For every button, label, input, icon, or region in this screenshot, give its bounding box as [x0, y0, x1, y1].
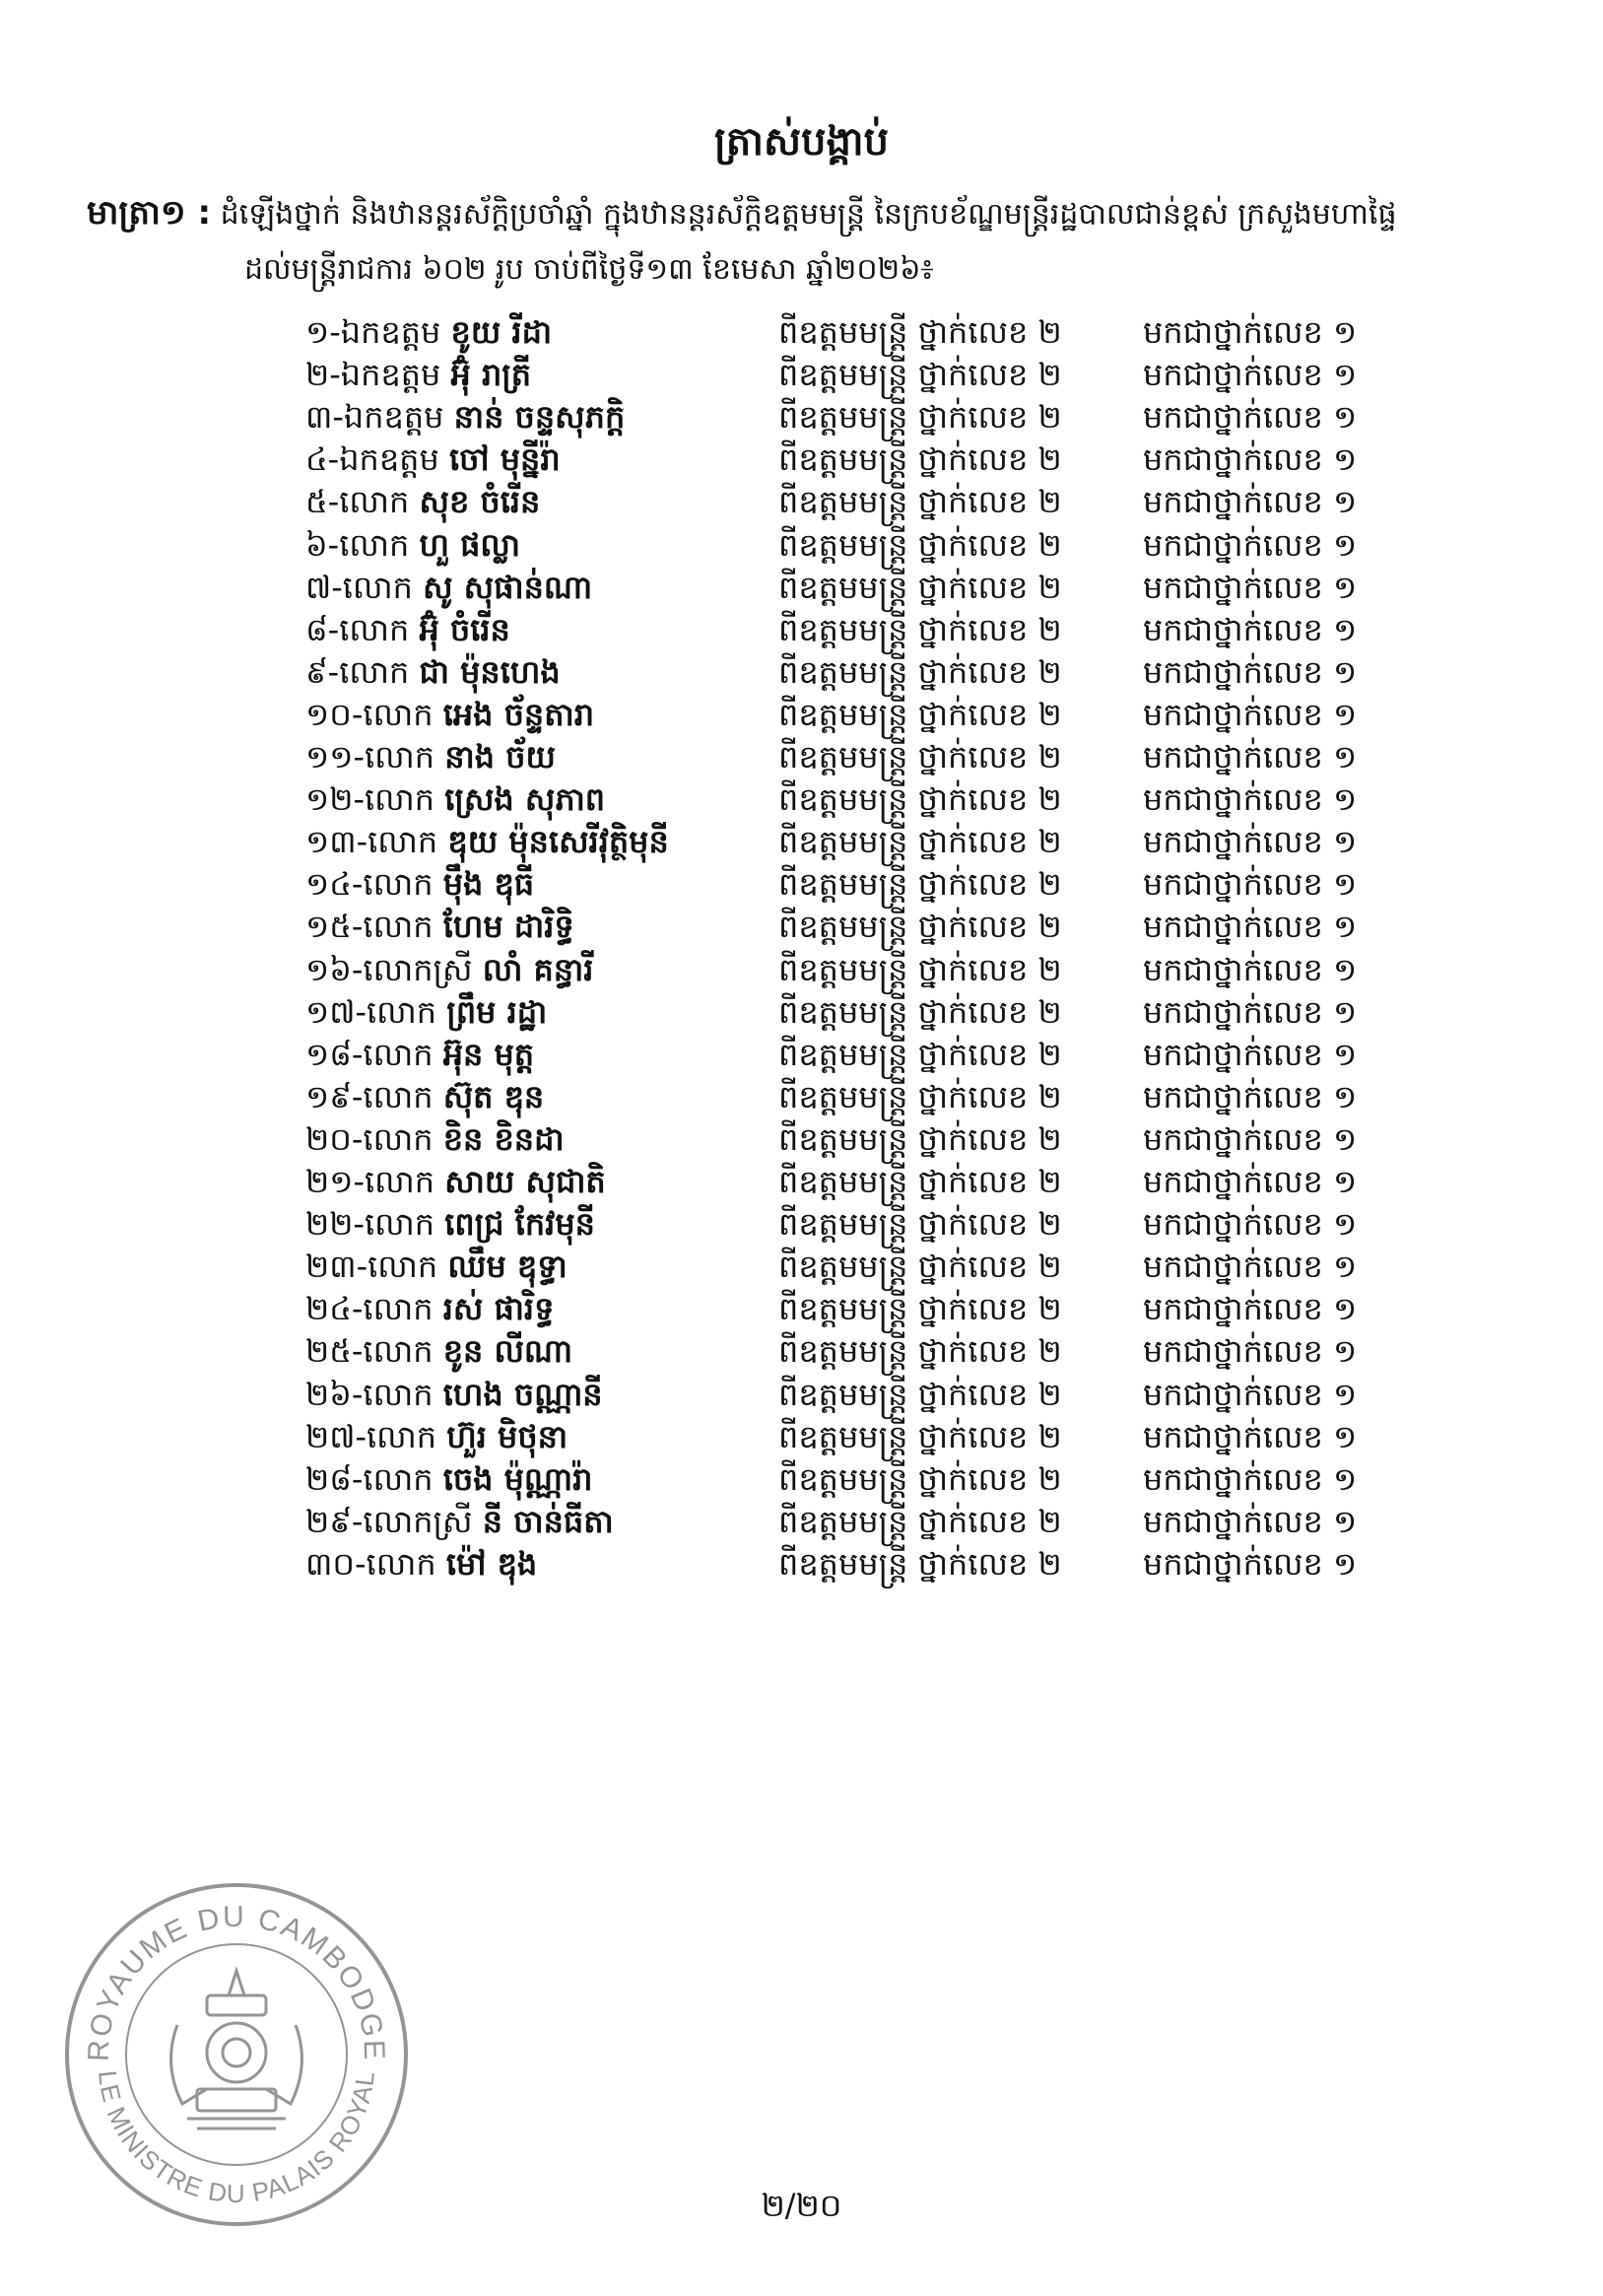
entry-title: លោក [363, 908, 434, 946]
entry-number: ៦- [305, 525, 340, 564]
seal-text-bottom: LE MINISTRE DU PALAIS ROYAL [93, 2068, 380, 2209]
entry-from-rank: ពីឧត្តមមន្ត្រី ថ្នាក់លេខ ២ [778, 356, 1062, 394]
entry-to-rank: មកជាថ្នាក់លេខ ១ [1143, 483, 1358, 521]
entry-to-rank: មកជាថ្នាក់លេខ ១ [1143, 780, 1358, 819]
entry-number: ២០- [305, 1119, 364, 1158]
entry-from-rank: ពីឧត្តមមន្ត្រី ថ្នាក់លេខ ២ [778, 908, 1062, 946]
entry-name: ជា ម៉ុនហេង [419, 652, 561, 691]
entry-title: លោក [367, 823, 438, 861]
entry-name: នាង ច័យ [444, 738, 556, 776]
entry-name: លាំ គន្ធារី [482, 950, 594, 988]
entry-to-rank: មកជាថ្នាក់លេខ ១ [1143, 568, 1358, 606]
entry-name: សូ សុផាន់ណា [423, 568, 593, 606]
entry-from-rank: ពីឧត្តមមន្ត្រី ថ្នាក់លេខ ២ [778, 695, 1062, 733]
entry-name: រស់ ផារិទ្ធ [442, 1290, 555, 1328]
entry-from-rank: ពីឧត្តមមន្ត្រី ថ្នាក់លេខ ២ [778, 440, 1062, 479]
entry-title: លោកស្រី [363, 1502, 473, 1540]
royal-crest-icon [171, 1971, 302, 2128]
entry-title: លោក [363, 865, 434, 904]
entry-title: លោក [363, 1332, 434, 1371]
entry-name: ខូន លីណា [442, 1332, 573, 1371]
entry-number: ១៦- [305, 950, 364, 988]
entry-from-rank: ពីឧត្តមមន្ត្រី ថ្នាក់លេខ ២ [778, 1544, 1062, 1583]
entry-title: លោក [367, 992, 437, 1031]
entry-number: ២៤- [305, 1290, 364, 1328]
entry-from-rank: ពីឧត្តមមន្ត្រី ថ្នាក់លេខ ២ [778, 1035, 1062, 1073]
entry-from-rank: ពីឧត្តមមន្ត្រី ថ្នាក់លេខ ២ [778, 1290, 1062, 1328]
entry-number: ២៣- [305, 1248, 368, 1286]
entry-name: ព្រឹម រដ្ឋា [446, 992, 548, 1031]
entry-number: ១៥- [305, 908, 364, 946]
entry-from-rank: ពីឧត្តមមន្ត្រី ថ្នាក់លេខ ២ [778, 1248, 1062, 1286]
royal-seal-stamp [59, 1877, 414, 2232]
entry-to-rank: មកជាថ្នាក់លេខ ១ [1143, 1035, 1358, 1073]
entry-title: លោក [364, 738, 435, 776]
entry-to-rank: មកជាថ្នាក់លេខ ១ [1143, 695, 1358, 733]
entry-from-rank: ពីឧត្តមមន្ត្រី ថ្នាក់លេខ ២ [778, 1119, 1062, 1158]
entry-name: អ៊ុំ ចំរើន [419, 610, 510, 648]
entry-name: ឌុយ ម៉ុនសេរីវុត្ថិមុនី [447, 823, 669, 861]
entry-name: ម៉ៅ ឌុង [445, 1544, 538, 1583]
entry-name: ចេង ម៉ុណ្ណារ៉ា [442, 1459, 593, 1498]
entry-title: លោក [364, 1205, 435, 1244]
entry-from-rank: ពីឧត្តមមន្ត្រី ថ្នាក់លេខ ២ [778, 398, 1062, 437]
entry-to-rank: មកជាថ្នាក់លេខ ១ [1143, 1375, 1358, 1413]
entry-number: ៧- [305, 568, 343, 606]
entry-name: នី ចាន់ធីតា [482, 1502, 614, 1540]
entry-title: លោក [339, 652, 410, 691]
entry-to-rank: មកជាថ្នាក់លេខ ១ [1143, 313, 1358, 351]
entry-to-rank: មកជាថ្នាក់លេខ ១ [1143, 865, 1358, 904]
entry-name: ខូយ រីដា [450, 313, 553, 351]
entry-title: លោក [363, 1375, 434, 1413]
article-label: មាត្រា១ : [87, 193, 212, 233]
entry-from-rank: ពីឧត្តមមន្ត្រី ថ្នាក់លេខ ២ [778, 1077, 1062, 1115]
entry-number: ២៦- [305, 1375, 364, 1413]
entry-number: ២៧- [305, 1417, 367, 1455]
entry-to-rank: មកជាថ្នាក់លេខ ១ [1143, 1502, 1358, 1540]
entry-title: លោក [363, 1459, 434, 1498]
entry-number: ៣- [305, 398, 344, 437]
entry-from-rank: ពីឧត្តមមន្ត្រី ថ្នាក់លេខ ២ [778, 950, 1062, 988]
entry-name: ខិន ខិនដា [442, 1119, 565, 1158]
entry-from-rank: ពីឧត្តមមន្ត្រី ថ្នាក់លេខ ២ [778, 1205, 1062, 1244]
entry-from-rank: ពីឧត្តមមន្ត្រី ថ្នាក់លេខ ២ [778, 1502, 1062, 1540]
entry-number: ៤- [305, 440, 340, 479]
entry-title: លោក [339, 525, 410, 564]
entry-title: លោក [363, 1077, 434, 1115]
entry-title: លោក [339, 483, 410, 521]
entry-to-rank: មកជាថ្នាក់លេខ ១ [1143, 356, 1358, 394]
entry-to-rank: មកជាថ្នាក់លេខ ១ [1143, 908, 1358, 946]
entry-from-rank: ពីឧត្តមមន្ត្រី ថ្នាក់លេខ ២ [778, 610, 1062, 648]
entry-from-rank: ពីឧត្តមមន្ត្រី ថ្នាក់លេខ ២ [778, 865, 1062, 904]
entry-from-rank: ពីឧត្តមមន្ត្រី ថ្នាក់លេខ ២ [778, 313, 1062, 351]
entry-number: ១៨- [305, 1035, 364, 1073]
entry-to-rank: មកជាថ្នាក់លេខ ១ [1143, 1544, 1358, 1583]
entry-to-rank: មកជាថ្នាក់លេខ ១ [1143, 823, 1358, 861]
entry-name: ចៅ មុន្នីរ៉ា [448, 440, 561, 479]
entry-name: ស៊ុត ឌុន [442, 1077, 545, 1115]
entry-name: ហែម ដារិទ្ធិ [442, 908, 574, 946]
entry-number: ២១- [305, 1163, 365, 1200]
entry-to-rank: មកជាថ្នាក់លេខ ១ [1143, 1163, 1358, 1200]
list-item [0, 1535, 1603, 1592]
entry-number: ១៤- [305, 865, 364, 904]
entry-title: លោក [342, 568, 413, 606]
article-text-line1: ដំឡើងថ្នាក់ និងឋានន្តរស័ក្តិប្រចាំឆ្នាំ ក្នុងឋានន្តរស័ក្តិឧត្តមមន្ត្រី នៃក្របខ័ណ្ឌមន្ត្រីរដ្ឋបាលជាន់ខ្ពស់ ក្រសួងមហាផ្ទៃ [220, 197, 1397, 232]
entry-name: ឈឹម ឌុទ្ធា [447, 1248, 568, 1286]
entry-title: លោក [364, 780, 435, 819]
entry-to-rank: មកជាថ្នាក់លេខ ១ [1143, 1077, 1358, 1115]
entry-number: ២៨- [305, 1459, 364, 1498]
entry-number: ១- [305, 313, 341, 351]
entry-title: ឯកឧត្តម [343, 398, 444, 437]
entry-to-rank: មកជាថ្នាក់លេខ ១ [1143, 652, 1358, 691]
entry-from-rank: ពីឧត្តមមន្ត្រី ថ្នាក់លេខ ២ [778, 525, 1062, 564]
entry-number: ១៩- [305, 1077, 364, 1115]
entry-title: លោក [363, 1290, 434, 1328]
entry-name: ហ៊ួរ មិថុនា [446, 1417, 568, 1455]
entry-name: ស្រេង សុភាព [444, 780, 606, 819]
entry-name: អ៊ុំ រាត្រី [450, 356, 532, 394]
entry-from-rank: ពីឧត្តមមន្ត្រី ថ្នាក់លេខ ២ [778, 483, 1062, 521]
entry-name: ម៉ឹង ឌុធី [442, 865, 535, 904]
entry-name: សាយ សុជាតិ [444, 1163, 606, 1200]
entry-to-rank: មកជាថ្នាក់លេខ ១ [1143, 525, 1358, 564]
entry-number: ៣០- [305, 1544, 367, 1583]
entry-title: លោក [363, 1119, 434, 1158]
entry-title: លោក [364, 1163, 435, 1200]
entry-number: ២៩- [305, 1502, 364, 1540]
entry-from-rank: ពីឧត្តមមន្ត្រី ថ្នាក់លេខ ២ [778, 780, 1062, 819]
entry-number: ៩- [305, 652, 340, 691]
entry-to-rank: មកជាថ្នាក់លេខ ១ [1143, 398, 1358, 437]
entry-from-rank: ពីឧត្តមមន្ត្រី ថ្នាក់លេខ ២ [778, 738, 1062, 776]
entry-name: សុខ ចំរើន [419, 483, 541, 521]
entry-name: ហួ ផល្លា [419, 525, 521, 564]
entry-title: ឯកឧត្តម [339, 440, 439, 479]
entry-to-rank: មកជាថ្នាក់លេខ ១ [1143, 950, 1358, 988]
entry-number: ២៥- [305, 1332, 364, 1371]
entry-number: ១១- [305, 738, 365, 776]
page-number: ២/២០ [761, 2187, 842, 2224]
entry-number: ១០- [305, 695, 364, 733]
entry-to-rank: មកជាថ្នាក់លេខ ១ [1143, 992, 1358, 1031]
entry-title: លោក [367, 1248, 438, 1286]
entry-number: ១៣- [305, 823, 368, 861]
entry-number: ៨- [305, 610, 340, 648]
entry-to-rank: មកជាថ្នាក់លេខ ១ [1143, 1459, 1358, 1498]
decree-heading: ត្រាស់បង្គាប់ [714, 119, 889, 165]
entry-from-rank: ពីឧត្តមមន្ត្រី ថ្នាក់លេខ ២ [778, 1163, 1062, 1200]
entry-from-rank: ពីឧត្តមមន្ត្រី ថ្នាក់លេខ ២ [778, 992, 1062, 1031]
entry-to-rank: មកជាថ្នាក់លេខ ១ [1143, 1248, 1358, 1286]
entry-from-rank: ពីឧត្តមមន្ត្រី ថ្នាក់លេខ ២ [778, 568, 1062, 606]
entry-title: លោក [367, 1417, 437, 1455]
entry-to-rank: មកជាថ្នាក់លេខ ១ [1143, 1290, 1358, 1328]
entry-from-rank: ពីឧត្តមមន្ត្រី ថ្នាក់លេខ ២ [778, 823, 1062, 861]
entry-number: ២- [305, 356, 341, 394]
article-text-line2: ដល់មន្ត្រីរាជការ ៦០២ រូប ចាប់ពីថ្ងៃទី១៣ ខែមេសា ឆ្នាំ២០២៦៖ [244, 252, 934, 287]
entry-name: អេង ច័ន្ទតារា [442, 695, 595, 733]
entry-name: អ៊ុន មុត្ត [442, 1035, 535, 1073]
entry-number: ២២- [305, 1205, 365, 1244]
entry-number: ៥- [305, 483, 340, 521]
entry-title: លោក [363, 1035, 434, 1073]
entry-from-rank: ពីឧត្តមមន្ត្រី ថ្នាក់លេខ ២ [778, 1332, 1062, 1371]
entry-to-rank: មកជាថ្នាក់លេខ ១ [1143, 1417, 1358, 1455]
entry-to-rank: មកជាថ្នាក់លេខ ១ [1143, 1205, 1358, 1244]
article-1 [87, 185, 1535, 298]
entry-from-rank: ពីឧត្តមមន្ត្រី ថ្នាក់លេខ ២ [778, 1375, 1062, 1413]
entry-title: លោក [366, 1544, 436, 1583]
entry-title: លោកស្រី [363, 950, 473, 988]
entry-to-rank: មកជាថ្នាក់លេខ ១ [1143, 738, 1358, 776]
entry-to-rank: មកជាថ្នាក់លេខ ១ [1143, 1332, 1358, 1371]
entry-to-rank: មកជាថ្នាក់លេខ ១ [1143, 610, 1358, 648]
entry-to-rank: មកជាថ្នាក់លេខ ១ [1143, 1119, 1358, 1158]
entry-title: លោក [339, 610, 410, 648]
entry-title: លោក [363, 695, 434, 733]
entry-name: ហេង ចណ្ណានី [442, 1375, 603, 1413]
entry-number: ១៧- [305, 992, 367, 1031]
entry-to-rank: មកជាថ្នាក់លេខ ១ [1143, 440, 1358, 479]
entry-from-rank: ពីឧត្តមមន្ត្រី ថ្នាក់លេខ ២ [778, 1417, 1062, 1455]
entry-name: ពេជ្រ កែវមុនី [444, 1205, 595, 1244]
seal-text-top: ROYAUME DU CAMBODGE [82, 1900, 391, 2062]
official-entry [305, 1535, 749, 1592]
entry-title: ឯកឧត្តម [340, 356, 441, 394]
entry-title: ឯកឧត្តម [340, 313, 441, 351]
entry-name: នាន់ ចន្ទសុភក្តិ [453, 398, 626, 437]
entry-from-rank: ពីឧត្តមមន្ត្រី ថ្នាក់លេខ ២ [778, 1459, 1062, 1498]
entry-number: ១២- [305, 780, 365, 819]
entry-from-rank: ពីឧត្តមមន្ត្រី ថ្នាក់លេខ ២ [778, 652, 1062, 691]
